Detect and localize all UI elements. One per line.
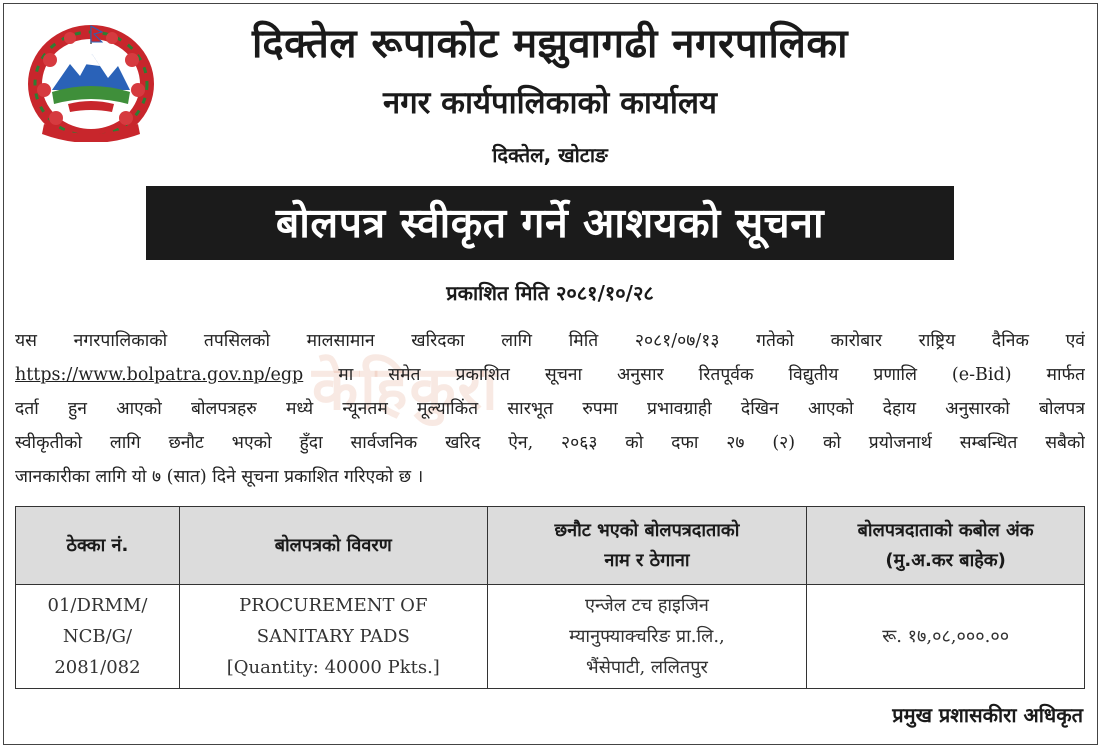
header-description (179, 507, 487, 585)
body-line-1: यस नगरपालिकाको तपसिलको मालसामान खरिदका लागि मिति २०८१/०७/१३ गतेको कारोबार राष्ट्रिय दैनिक एवं (15, 331, 1085, 351)
notice-title: बोलपत्र स्वीकृत गर्ने आशयको सूचना (146, 186, 954, 260)
body-line-4: स्वीकृतीको लागि छनौट भएको हुँदा सार्वजनिक खरिद ऐन, २०६३ को दफा २७ (२) को प्रयोजनार्थ सम्बन्धित सबैको (15, 433, 1085, 453)
body-line-2 (15, 358, 1085, 392)
cell-bidder (487, 585, 807, 689)
body-line-2-text: मा समेत प्रकाशित सूचना अनुसार रितपूर्वक विद्युतीय प्रणालि (e-Bid) मार्फत (303, 365, 1085, 385)
bidder-line: एन्जेल टच हाइजिन (585, 595, 709, 616)
municipality-name: दिक्तेल रूपाकोट मझुवागढी नगरपालिका (251, 21, 849, 67)
bidder-line: म्यानुफ्याक्चरिङ प्रा.लि., (569, 626, 725, 647)
header-amount (807, 507, 1085, 585)
cell-description (179, 585, 487, 689)
notice-body (15, 324, 1085, 494)
bolpatra-link[interactable]: https://www.bolpatra.gov.np/egp (15, 365, 304, 385)
body-line-3: दर्ता हुन आएको बोलपत्रहरु मध्ये न्यूनतम मूल्याकिंत सारभूत रुपमा प्रभावग्राही देखिन आएको देहाय अनुसारको बोलपत्र (15, 399, 1085, 419)
body-line-5: जानकारीका लागि यो ७ (सात) दिने सूचना प्रकाशित गरिएको छ । (15, 467, 424, 487)
description-line: SANITARY PADS (256, 626, 410, 647)
cell-amount: रू. १७,०८,०००.०० (807, 585, 1085, 689)
header-contract-no-text: ठेक्का नं. (66, 534, 129, 556)
cell-contract-no (16, 585, 180, 689)
header-amount-line2: (मु.अ.कर बाहेक) (885, 549, 1006, 571)
description-line: [Quantity: 40000 Pkts.] (226, 657, 440, 678)
table-header-row (16, 507, 1085, 585)
header-bidder-line1: छनौट भएको बोलपत्रदाताको (554, 519, 740, 541)
office-address: दिक्तेल, खोटाङ (492, 143, 608, 167)
bid-table (15, 506, 1085, 689)
header-bidder-line2: नाम र ठेगाना (604, 549, 690, 571)
contract-no-line: 01/DRMM/ (47, 595, 148, 616)
header-amount-line1: बोलपत्रदाताको कबोल अंक (857, 519, 1034, 541)
office-name: नगर कार्यपालिकाको कार्यालय (383, 85, 717, 121)
contract-no-line: NCB/G/ (62, 626, 133, 647)
table-row (16, 585, 1085, 689)
header-description-text: बोलपत्रको विवरण (274, 534, 392, 556)
nepal-emblem-icon (22, 20, 160, 142)
published-date: प्रकाशित मिति २०८१/१०/२८ (446, 281, 654, 305)
watermark: केहिकुरा (312, 354, 500, 424)
header-contract-no (16, 507, 180, 585)
contract-no-line: 2081/082 (54, 657, 141, 678)
description-line: PROCUREMENT OF (239, 595, 428, 616)
bidder-line: भैंसेपाटी, ललितपुर (586, 657, 708, 678)
header-bidder (487, 507, 807, 585)
signatory-title: प्रमुख प्रशासकीरा अधिकृत (892, 703, 1083, 727)
